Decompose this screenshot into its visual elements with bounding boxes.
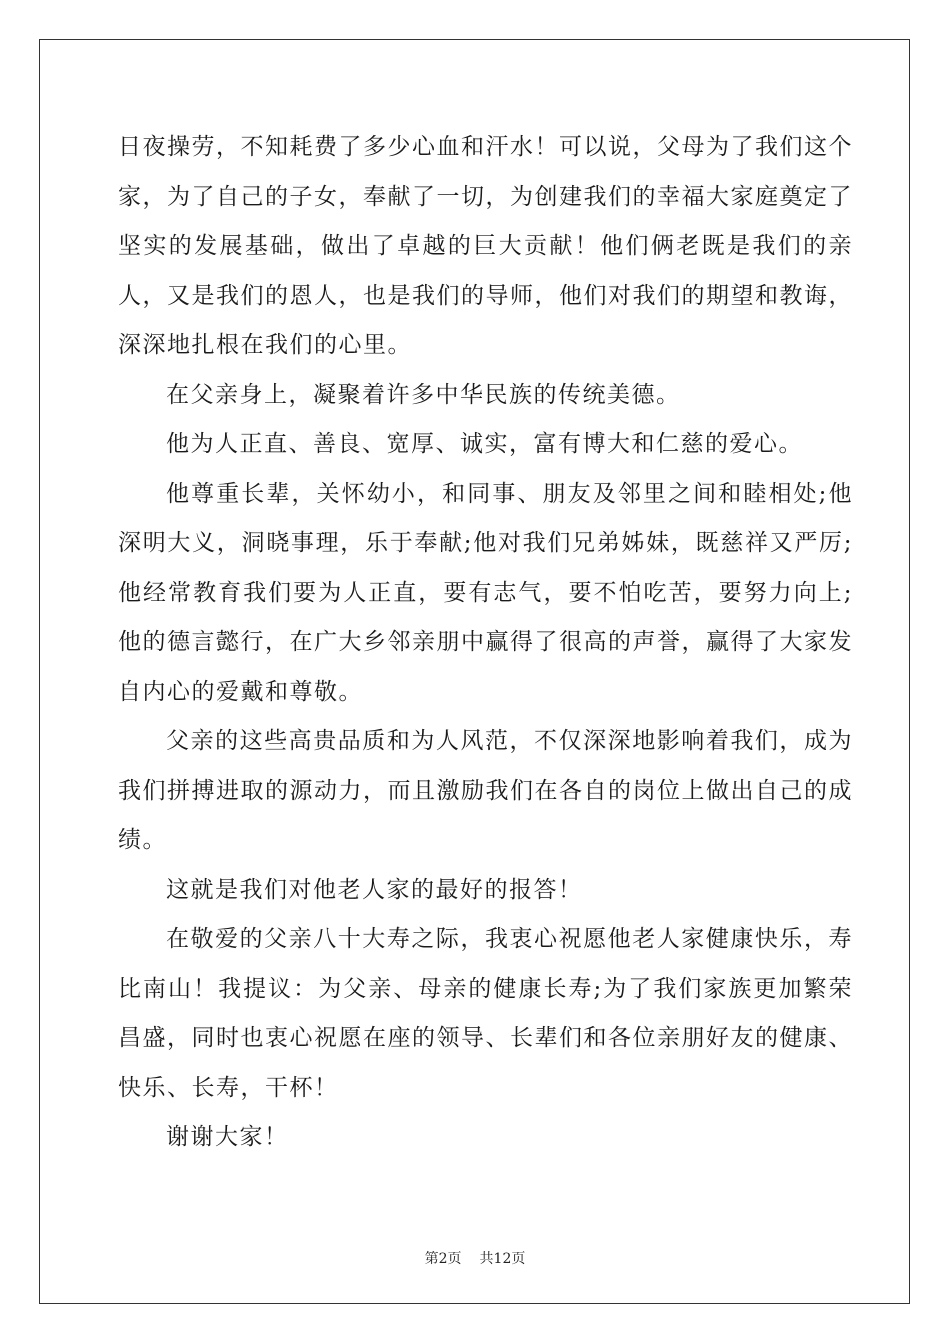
page-footer	[0, 1248, 950, 1268]
paragraph-1: 日夜操劳，不知耗费了多少心血和汗水！可以说，父母为了我们这个家，为了自己的子女，奉献了一切，为创建我们的幸福大家庭奠定了坚实的发展基础，做出了卓越的巨大贡献！他们俩老既是我们的亲人，又是我们的恩人，也是我们的导师，他们对我们的期望和教诲，深深地扎根在我们的心里。	[118, 134, 853, 358]
paragraph-3: 他为人正直、善良、宽厚、诚实，富有博大和仁慈的爱心。	[166, 431, 803, 457]
paragraph-5: 父亲的这些高贵品质和为人风范，不仅深深地影响着我们，成为我们拼搏进取的源动力，而且激励我们在各自的岗位上做出自己的成绩。	[118, 728, 853, 853]
page-total: 共12页	[479, 1251, 526, 1267]
paragraph-7: 在敬爱的父亲八十大寿之际，我衷心祝愿他老人家健康快乐，寿比南山！我提议：为父亲、母亲的健康长寿;为了我们家族更加繁荣昌盛，同时也衷心祝愿在座的领导、长辈们和各位亲朋好友的健康、快乐、长寿，干杯！	[118, 926, 853, 1101]
document-body	[118, 123, 853, 1163]
paragraph-2: 在父亲身上，凝聚着许多中华民族的传统美德。	[166, 381, 681, 408]
paragraph-8: 谢谢大家！	[166, 1124, 289, 1150]
paragraph-6: 这就是我们对他老人家的最好的报答！	[166, 876, 583, 903]
paragraph-4: 他尊重长辈，关怀幼小，和同事、朋友及邻里之间和睦相处;他深明大义，洞晓事理，乐于奉献;他对我们兄弟姊妹，既慈祥又严厉;他经常教育我们要为人正直，要有志气，要不怕吃苦，要努力向上;他的德言懿行，在广大乡邻亲朋中赢得了很高的声誉，赢得了大家发自内心的爱戴和尊敬。	[118, 480, 853, 705]
page-number: 第2页	[424, 1251, 462, 1267]
